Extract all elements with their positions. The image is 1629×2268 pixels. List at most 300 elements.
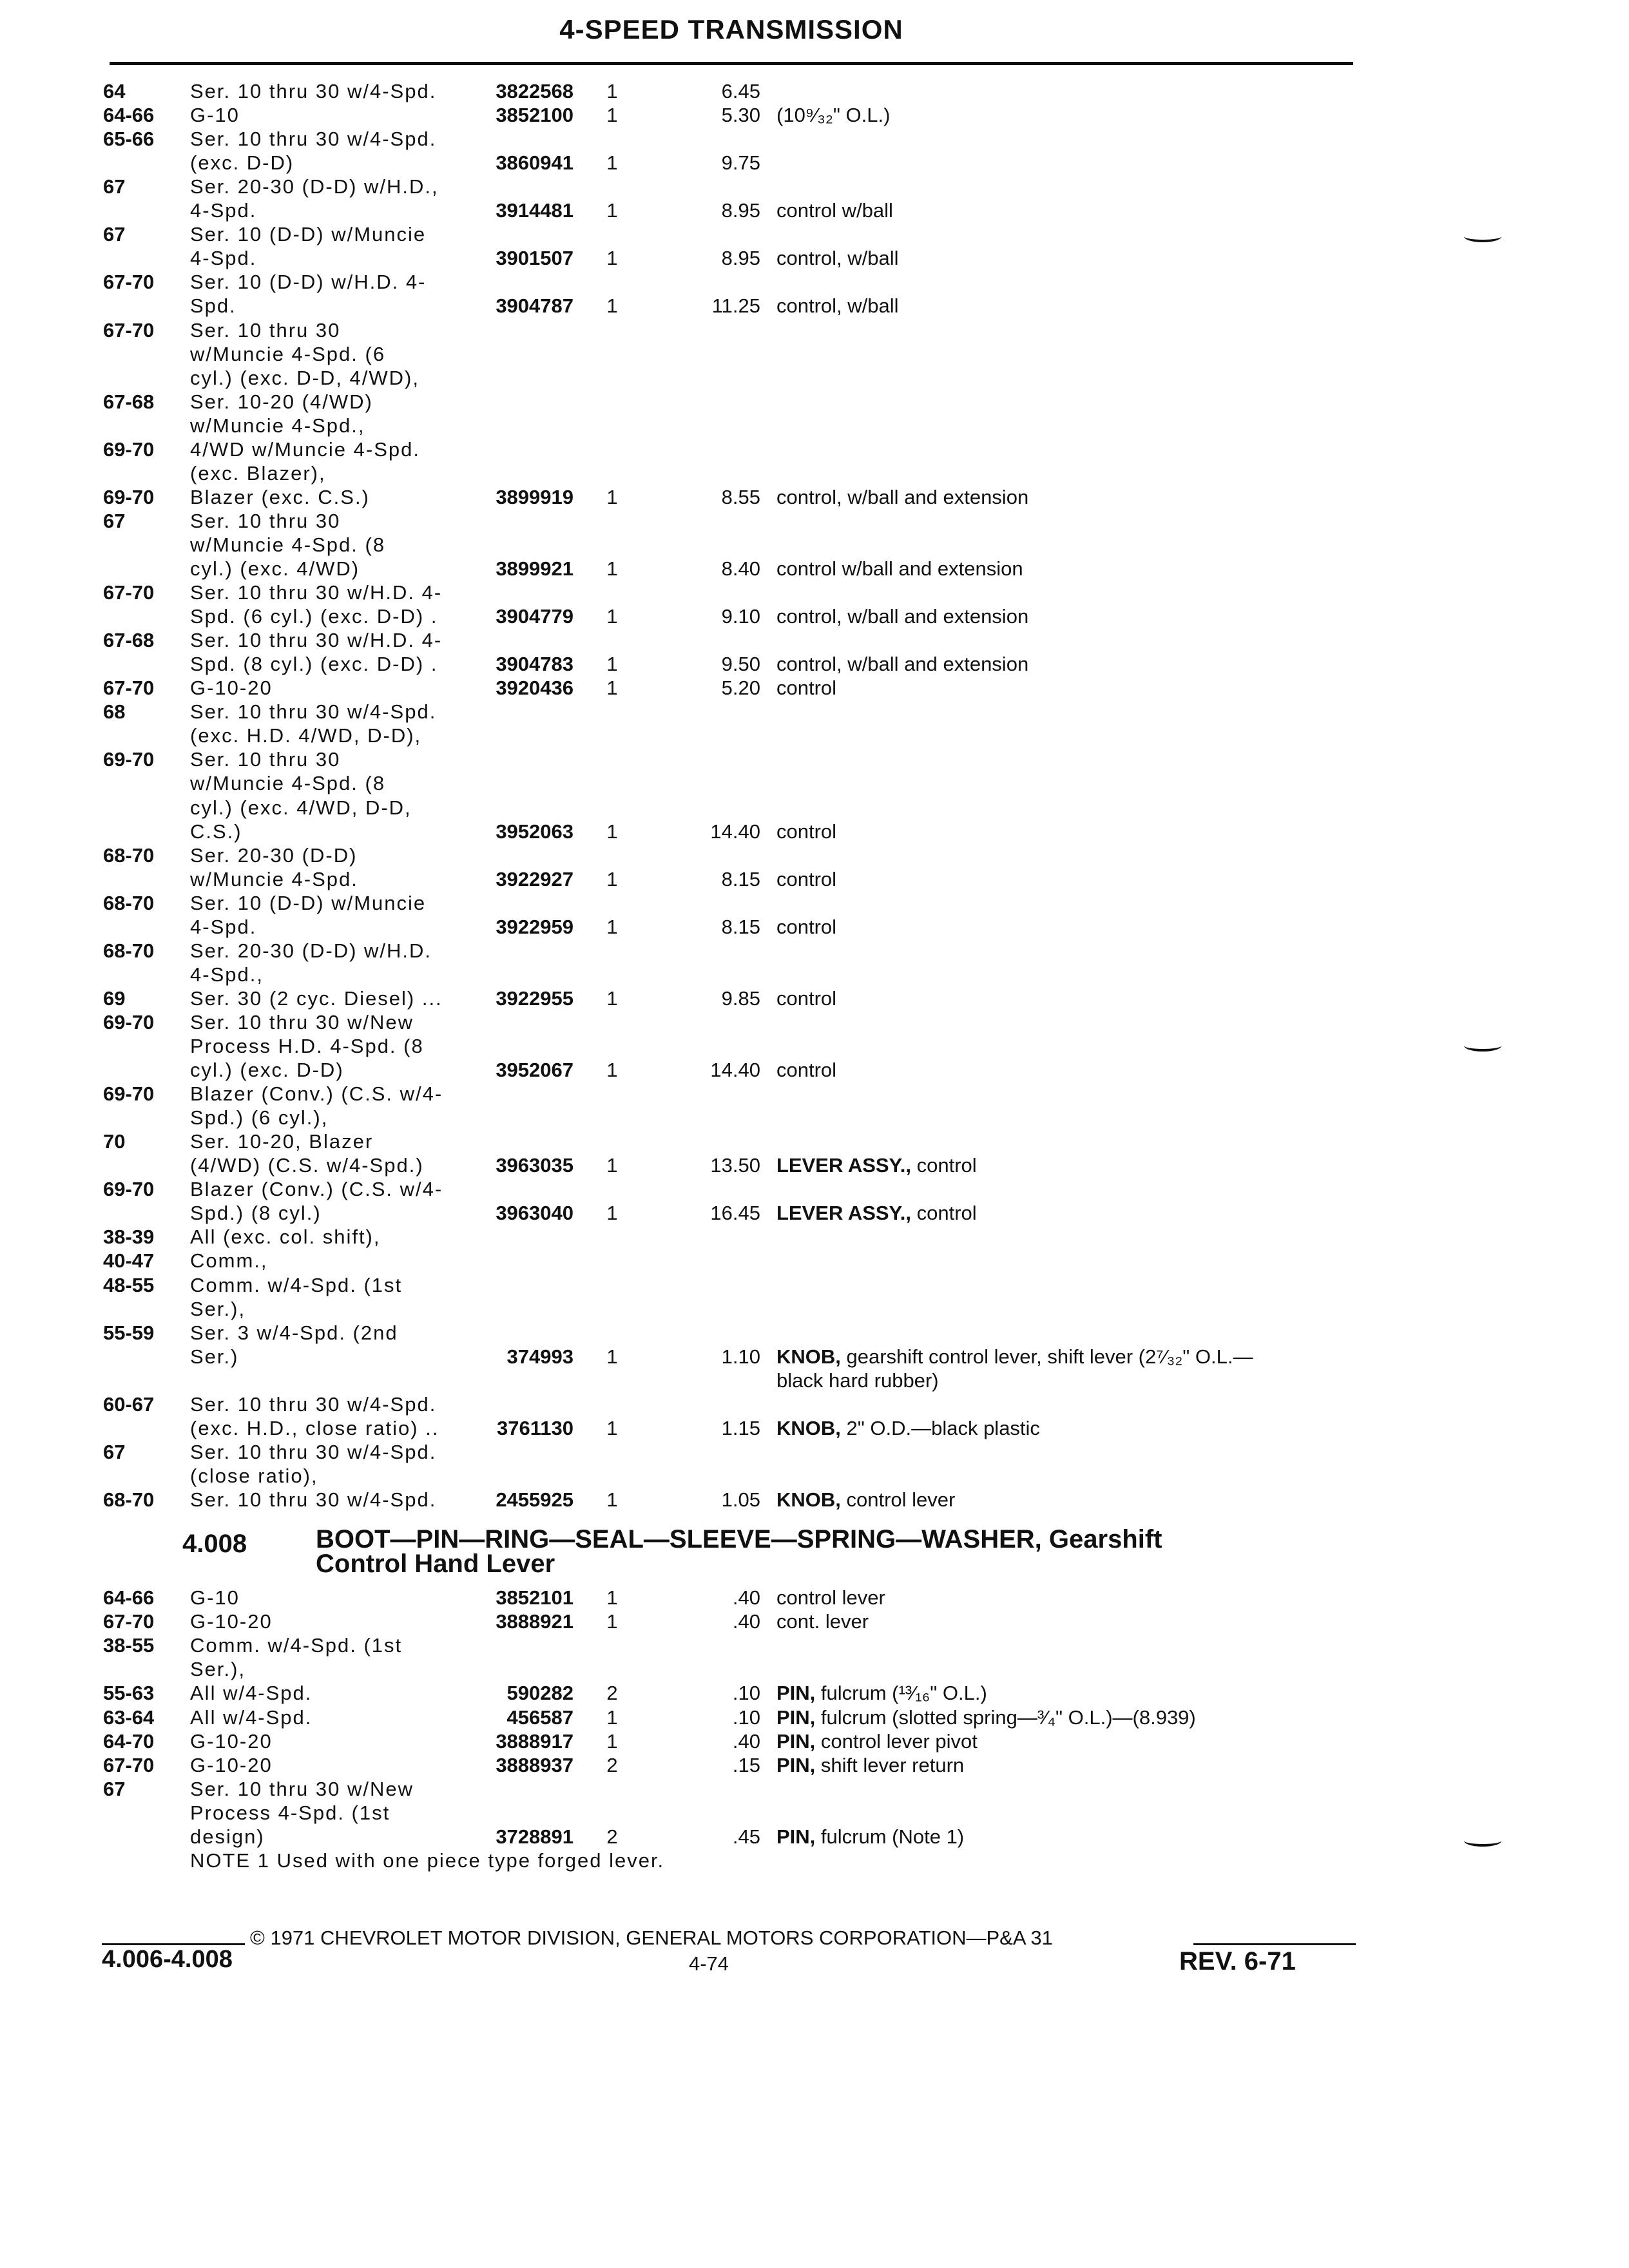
row-application <box>190 1225 479 1249</box>
description-bold: KNOB, <box>776 1416 841 1439</box>
row-application <box>190 1298 479 1321</box>
application-text: Ser. 10 thru 30 w/4-Spd. <box>190 1488 437 1511</box>
table-row <box>0 486 1629 512</box>
row-price: 5.30 <box>721 104 760 127</box>
footer-rule-left <box>102 1943 245 1945</box>
row-quantity: 1 <box>606 653 618 676</box>
row-description <box>776 605 1350 628</box>
description-text: control lever pivot <box>815 1729 978 1753</box>
row-year: 68-70 <box>103 891 155 914</box>
row-part-number: 3963040 <box>496 1202 574 1225</box>
application-text: w/Muncie 4-Spd. (8 <box>190 772 386 795</box>
table-row <box>0 271 1629 296</box>
row-description <box>776 1754 1350 1777</box>
row-part-number: 3860941 <box>496 151 574 175</box>
row-application <box>190 1202 479 1225</box>
row-year: 67 <box>103 1777 126 1800</box>
row-application <box>190 151 479 175</box>
application-text: 4-Spd. <box>190 199 257 222</box>
row-part-number: 3901507 <box>496 247 574 270</box>
row-description <box>776 1682 1350 1705</box>
row-application <box>190 1441 479 1464</box>
row-application <box>190 700 479 724</box>
row-application <box>190 462 479 485</box>
application-text: Ser. 10 (D-D) w/Muncie <box>190 891 427 914</box>
row-application <box>190 868 479 891</box>
application-text: All w/4-Spd. <box>190 1682 313 1705</box>
row-part-number: 3922927 <box>496 867 574 890</box>
row-application <box>190 1345 479 1369</box>
row-application <box>190 1011 479 1034</box>
row-price: 1.15 <box>721 1416 760 1439</box>
application-text: Ser. 10 thru 30 w/H.D. 4- <box>190 629 443 652</box>
row-application <box>190 438 479 461</box>
row-part-number: 3904787 <box>496 294 574 318</box>
table-row <box>0 80 1629 106</box>
row-description <box>776 1488 1350 1512</box>
row-application <box>190 1825 479 1849</box>
application-text: All w/4-Spd. <box>190 1706 313 1729</box>
row-year: 68-70 <box>103 939 155 962</box>
table-row <box>0 892 1629 918</box>
row-part-number: 3952063 <box>496 820 574 843</box>
row-quantity: 1 <box>606 1059 618 1082</box>
row-application <box>190 1393 479 1416</box>
table-row <box>0 1321 1629 1347</box>
row-quantity: 1 <box>606 1729 618 1753</box>
row-description <box>776 294 1350 318</box>
application-text: cyl.) (exc. 4/WD) <box>190 557 360 580</box>
row-application <box>190 390 479 414</box>
row-part-number: 3761130 <box>497 1416 574 1439</box>
row-part-number: 3899921 <box>496 557 574 580</box>
table-row <box>0 700 1629 726</box>
row-description <box>776 104 1350 127</box>
row-description <box>776 987 1350 1010</box>
row-year: 64-70 <box>103 1729 155 1753</box>
row-price: 9.50 <box>721 653 760 676</box>
description-text: control <box>776 867 837 890</box>
description-text: (10⁹⁄₃₂" O.L.) <box>776 104 891 127</box>
table-row <box>0 1130 1629 1156</box>
row-application <box>190 1488 479 1512</box>
row-part-number: 3852100 <box>496 104 574 127</box>
table-row <box>0 1035 1629 1061</box>
row-year: 68-70 <box>103 843 155 867</box>
section-title-line2: Control Hand Lever <box>316 1550 555 1578</box>
row-quantity: 1 <box>606 677 618 700</box>
description-text: control, w/ball and extension <box>776 653 1029 676</box>
row-price: .10 <box>732 1682 760 1705</box>
application-text: Ser.) <box>190 1345 239 1368</box>
row-price: 8.15 <box>721 867 760 890</box>
row-quantity: 1 <box>606 986 618 1010</box>
table-row <box>0 1249 1629 1275</box>
row-application <box>190 247 479 270</box>
row-application <box>190 748 479 771</box>
description-bold: PIN, <box>776 1825 816 1848</box>
row-year: 69-70 <box>103 1178 155 1201</box>
row-application <box>190 1059 479 1082</box>
row-part-number: 3922959 <box>496 915 574 938</box>
footer-section-range: 4.006-4.008 <box>102 1946 233 1973</box>
row-year: 67-70 <box>103 677 155 700</box>
row-part-number: 3920436 <box>496 677 574 700</box>
table-row <box>0 844 1629 870</box>
row-application <box>190 1730 479 1753</box>
row-year: 68-70 <box>103 1488 155 1511</box>
row-application <box>190 1754 479 1777</box>
row-price: 8.15 <box>721 915 760 938</box>
table-row <box>0 1345 1629 1371</box>
row-description <box>776 1825 1350 1849</box>
row-application <box>190 199 479 222</box>
application-text: Comm. w/4-Spd. (1st <box>190 1273 403 1296</box>
application-text: Ser. 10-20 (4/WD) <box>190 390 373 413</box>
section-title <box>316 1527 1162 1576</box>
application-text: cyl.) (exc. 4/WD, D-D, <box>190 796 412 819</box>
table-row <box>0 1706 1629 1732</box>
table-row <box>0 247 1629 273</box>
row-price: .40 <box>732 1586 760 1609</box>
row-part-number: 2455925 <box>496 1488 574 1511</box>
row-application <box>190 80 479 103</box>
row-quantity: 1 <box>606 104 618 127</box>
row-application <box>190 1682 479 1705</box>
row-part-number: 3728891 <box>496 1825 574 1848</box>
application-text: Ser. 10 thru 30 w/4-Spd. <box>190 128 437 151</box>
row-quantity: 1 <box>606 80 618 102</box>
application-text: w/Muncie 4-Spd. (8 <box>190 533 386 556</box>
application-text: G-10-20 <box>190 677 273 700</box>
row-quantity: 1 <box>606 1154 618 1177</box>
row-part-number: 3922955 <box>496 986 574 1010</box>
table-row <box>0 963 1629 989</box>
table-row <box>0 1202 1629 1227</box>
row-year: 40-47 <box>103 1249 155 1273</box>
row-year: 67 <box>103 1440 126 1463</box>
application-text: Ser. 20-30 (D-D) <box>190 843 358 867</box>
row-quantity: 1 <box>606 1706 618 1729</box>
row-part-number: 3852101 <box>496 1586 574 1609</box>
application-text: 4-Spd. <box>190 247 257 270</box>
row-quantity: 1 <box>606 199 618 222</box>
row-year: 55-59 <box>103 1321 155 1344</box>
table-row <box>0 294 1629 320</box>
row-year: 69-70 <box>103 437 155 461</box>
table-row <box>0 772 1629 798</box>
application-text: cyl.) (exc. D-D, 4/WD), <box>190 366 419 389</box>
table-row <box>0 1274 1629 1300</box>
table-row <box>0 1011 1629 1037</box>
row-application <box>190 367 479 390</box>
description-text: control lever <box>840 1488 956 1511</box>
application-text: Ser. 10 thru 30 w/4-Spd. <box>190 1440 437 1463</box>
application-text: Spd.) (8 cyl.) <box>190 1202 322 1225</box>
row-year: 65-66 <box>103 128 155 151</box>
row-quantity: 2 <box>606 1825 618 1848</box>
table-row <box>0 151 1629 177</box>
description-text: gearshift control lever, shift lever (2⁷⁄₃₂" O.L.— <box>840 1345 1253 1368</box>
row-year: 67-70 <box>103 1753 155 1776</box>
row-part-number: 3952067 <box>496 1059 574 1082</box>
description-text: control w/ball and extension <box>776 557 1023 580</box>
row-application <box>190 104 479 127</box>
description-text: fulcrum (¹³⁄₁₆" O.L.) <box>815 1682 987 1705</box>
description-bold: KNOB, <box>776 1345 841 1368</box>
row-application <box>190 486 479 509</box>
application-text: Ser. 10 thru 30 w/4-Spd. <box>190 700 437 724</box>
row-quantity: 2 <box>606 1682 618 1705</box>
row-year: 69-70 <box>103 1010 155 1033</box>
row-price: .15 <box>732 1753 760 1776</box>
table-row <box>0 939 1629 965</box>
application-text: G-10-20 <box>190 1610 273 1633</box>
row-application <box>190 510 479 533</box>
application-text: (exc. H.D., close ratio) .. <box>190 1416 439 1439</box>
row-quantity: 1 <box>606 605 618 628</box>
row-application <box>190 1417 479 1440</box>
row-application <box>190 629 479 652</box>
row-application <box>190 581 479 604</box>
row-quantity: 1 <box>606 1345 618 1368</box>
footer-rule-right <box>1193 1943 1356 1945</box>
application-text: Process H.D. 4-Spd. (8 <box>190 1035 424 1057</box>
description-text: cont. lever <box>776 1610 869 1633</box>
table-row <box>0 319 1629 345</box>
description-text: control lever <box>776 1586 885 1609</box>
row-price: 5.20 <box>721 677 760 700</box>
row-description <box>776 1610 1350 1633</box>
row-year: 69-70 <box>103 1082 155 1106</box>
row-description <box>776 916 1350 939</box>
row-description <box>776 1730 1350 1753</box>
row-description <box>776 1059 1350 1082</box>
application-text: Ser. 10 thru 30 w/4-Spd. <box>190 1392 437 1416</box>
row-year: 67-68 <box>103 629 155 652</box>
application-text: Ser. 10 thru 30 <box>190 748 341 771</box>
description-bold: LEVER ASSY., <box>776 1154 912 1177</box>
row-price: .45 <box>732 1825 760 1848</box>
margin-mark <box>1464 231 1501 242</box>
row-application <box>190 820 479 843</box>
row-year: 69 <box>103 986 126 1010</box>
row-year: 67-70 <box>103 271 155 294</box>
application-text: G-10-20 <box>190 1753 273 1776</box>
table-row <box>0 462 1629 488</box>
application-text: G-10 <box>190 1586 240 1609</box>
row-application <box>190 1178 479 1201</box>
row-quantity: 1 <box>606 1610 618 1633</box>
row-description <box>776 1345 1350 1369</box>
description-text: control <box>911 1154 977 1177</box>
row-quantity: 1 <box>606 1202 618 1225</box>
row-description <box>776 1417 1350 1440</box>
row-application <box>190 724 479 747</box>
application-text: (exc. H.D. 4/WD, D-D), <box>190 724 422 747</box>
row-application <box>190 892 479 915</box>
row-description <box>776 868 1350 891</box>
table-row <box>0 1154 1629 1180</box>
row-application <box>190 987 479 1010</box>
row-price: 8.55 <box>721 485 760 508</box>
row-year: 67 <box>103 175 126 198</box>
table-row <box>0 1441 1629 1466</box>
row-price: 6.45 <box>721 80 760 102</box>
row-price: 9.10 <box>721 605 760 628</box>
application-text: Ser. 30 (2 cyc. Diesel) ... <box>190 986 443 1010</box>
row-application <box>190 128 479 151</box>
row-application <box>190 223 479 246</box>
table-row <box>0 1082 1629 1108</box>
table-row <box>0 1417 1629 1443</box>
row-application <box>190 1465 479 1488</box>
application-text: Ser. 10 (D-D) w/Muncie <box>190 223 427 246</box>
application-text: 4/WD w/Muncie 4-Spd. <box>190 437 420 461</box>
row-description <box>776 1202 1350 1225</box>
application-text: Ser. 10 (D-D) w/H.D. 4- <box>190 271 427 294</box>
table-row <box>0 390 1629 416</box>
footer-copyright: © 1971 CHEVROLET MOTOR DIVISION, GENERAL MOTORS CORPORATION—P&A 31 <box>250 1927 1053 1949</box>
table-row <box>0 1178 1629 1204</box>
application-text: Comm., <box>190 1249 268 1273</box>
row-price: 9.75 <box>721 151 760 175</box>
table-row <box>0 1106 1629 1132</box>
application-text: Ser.), <box>190 1297 246 1320</box>
row-part-number: 3899919 <box>496 485 574 508</box>
description-text: shift lever return <box>815 1753 965 1776</box>
row-quantity: 1 <box>606 151 618 175</box>
row-description <box>776 247 1350 270</box>
application-text: 4-Spd., <box>190 963 264 986</box>
table-row <box>0 605 1629 631</box>
application-text: (close ratio), <box>190 1464 318 1487</box>
table-row <box>0 581 1629 607</box>
row-year: 69-70 <box>103 748 155 771</box>
application-text: Spd.) (6 cyl.), <box>190 1106 329 1129</box>
row-year: 67-70 <box>103 581 155 604</box>
row-part-number: 374993 <box>506 1345 574 1368</box>
row-price: 1.10 <box>721 1345 760 1368</box>
row-application <box>190 343 479 366</box>
table-row <box>0 1225 1629 1251</box>
row-year: 67-68 <box>103 390 155 413</box>
table-row <box>0 557 1629 583</box>
footer-page-number: 4-74 <box>688 1952 729 1975</box>
application-text: w/Muncie 4-Spd. (6 <box>190 342 386 365</box>
row-quantity: 1 <box>606 557 618 580</box>
row-year: 67-70 <box>103 1610 155 1633</box>
row-year: 60-67 <box>103 1392 155 1416</box>
table-row <box>0 199 1629 225</box>
row-description <box>776 653 1350 676</box>
row-description <box>776 486 1350 509</box>
row-part-number: 456587 <box>506 1706 574 1729</box>
application-text: Ser. 3 w/4-Spd. (2nd <box>190 1321 398 1344</box>
table-row <box>0 1658 1629 1684</box>
table-row <box>0 1825 1629 1851</box>
application-text: (exc. Blazer), <box>190 461 326 485</box>
table-row <box>0 1778 1629 1803</box>
application-text: Spd. (8 cyl.) (exc. D-D) . <box>190 653 438 676</box>
table-row <box>0 677 1629 702</box>
description-bold: PIN, <box>776 1682 816 1705</box>
application-text: NOTE 1 Used with one piece type forged lever. <box>190 1849 665 1872</box>
description-text: fulcrum (slotted spring—³⁄₄" O.L.)—(8.939) <box>815 1706 1196 1729</box>
table-row <box>0 724 1629 750</box>
application-text: (exc. D-D) <box>190 151 294 175</box>
application-text: C.S.) <box>190 820 242 843</box>
row-part-number: 3904783 <box>496 653 574 676</box>
row-quantity: 1 <box>606 247 618 270</box>
application-text: G-10-20 <box>190 1729 273 1753</box>
row-application <box>190 1849 665 1872</box>
row-part-number: 3888921 <box>496 1610 574 1633</box>
application-text: Ser. 10 thru 30 w/4-Spd. <box>190 80 437 102</box>
application-text: Ser. 10-20, Blazer <box>190 1130 374 1153</box>
table-row <box>0 653 1629 678</box>
description-bold: LEVER ASSY., <box>776 1202 912 1225</box>
description-text: control w/ball <box>776 199 893 222</box>
section-number: 4.008 <box>182 1530 247 1558</box>
row-part-number: 3904779 <box>496 605 574 628</box>
description-text: control, w/ball and extension <box>776 485 1029 508</box>
application-text: Spd. (6 cyl.) (exc. D-D) . <box>190 605 438 628</box>
row-application <box>190 1802 479 1825</box>
row-year: 55-63 <box>103 1682 155 1705</box>
table-row <box>0 438 1629 464</box>
row-quantity: 1 <box>606 1488 618 1511</box>
application-text: w/Muncie 4-Spd., <box>190 414 365 437</box>
row-quantity: 1 <box>606 867 618 890</box>
row-application <box>190 916 479 939</box>
table-row <box>0 1849 1629 1875</box>
row-application <box>190 533 479 557</box>
application-text: All (exc. col. shift), <box>190 1225 381 1249</box>
description-text: fulcrum (Note 1) <box>815 1825 965 1848</box>
description-text: control <box>911 1202 977 1225</box>
table-row <box>0 1754 1629 1780</box>
row-year: 70 <box>103 1130 126 1153</box>
row-application <box>190 796 479 820</box>
description-text: control <box>776 915 837 938</box>
row-description <box>776 1706 1350 1729</box>
table-row <box>0 1586 1629 1612</box>
table-row <box>0 629 1629 655</box>
row-quantity: 2 <box>606 1753 618 1776</box>
row-quantity: 1 <box>606 294 618 318</box>
row-year: 64-66 <box>103 1586 155 1609</box>
row-year: 67 <box>103 509 126 532</box>
row-quantity: 1 <box>606 820 618 843</box>
description-text: control <box>776 986 837 1010</box>
row-year: 68 <box>103 700 126 724</box>
table-row <box>0 1488 1629 1514</box>
row-application <box>190 294 479 318</box>
row-price: 16.45 <box>710 1202 760 1225</box>
row-application <box>190 963 479 986</box>
table-row <box>0 1730 1629 1756</box>
row-part-number: 3888937 <box>496 1753 574 1776</box>
description-text: control, w/ball <box>776 294 899 318</box>
row-price: 14.40 <box>710 1059 760 1082</box>
description-text: control, w/ball <box>776 247 899 270</box>
table-row <box>0 868 1629 894</box>
row-year: 69-70 <box>103 485 155 508</box>
row-application <box>190 1706 479 1729</box>
row-application <box>190 414 479 437</box>
row-application <box>190 1130 479 1153</box>
